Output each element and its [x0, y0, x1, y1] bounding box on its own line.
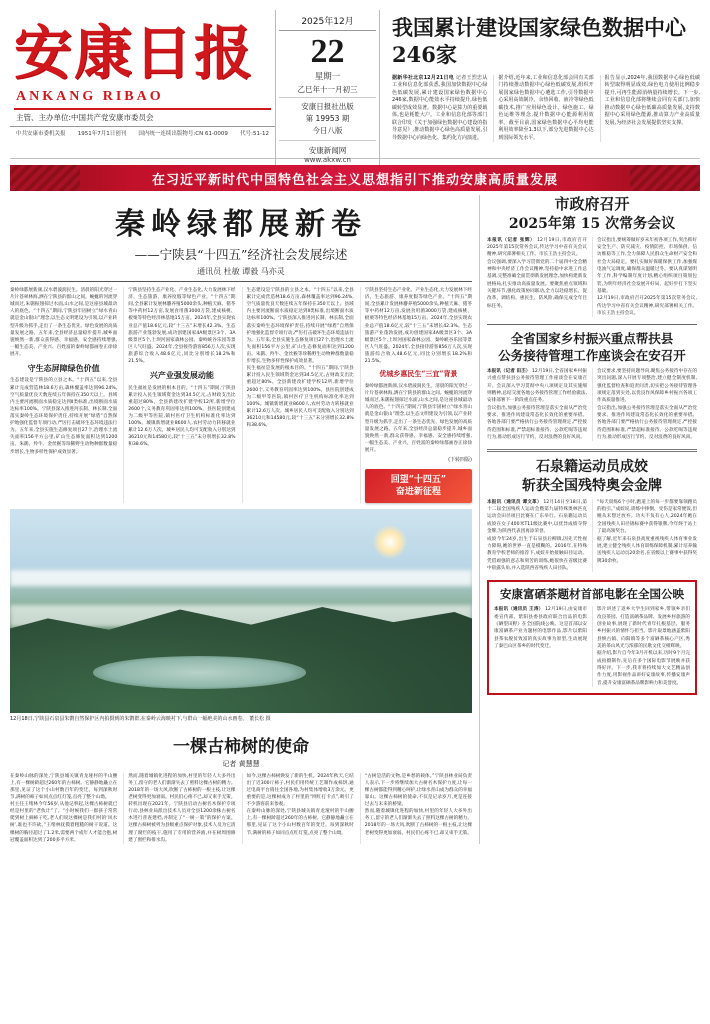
article2-paragraph: 在秦岭山脉的深处,宁陕县城关镇青龙垭村的半山腰上,有一棵树龄超过260年的古柿树。它静静地矗立在那里,见证了这个小山村数百年的变迁。每到深秋时节,满树的柿子如同点点红灯笼,点亮了整个山坳。 — [246, 809, 354, 836]
boxed-story-dateline: 本报讯（通讯员 王涛） — [494, 607, 544, 613]
article2-column — [123, 773, 235, 844]
valley-mist — [93, 656, 306, 689]
article2-paragraph: 转机出现在2021年。宁陕县启动古树名木保护专项行动,县林业局派出技术人员对全县1200余株古树名木进行普查建档,并制定了“一树一策”的保护方案。这棵古柿树被列为县级重点保护对象,技术人员为它清理了腐烂的枝干,施用了专用的营养液,并在树周围修建了围栏和排水沟。 — [128, 802, 236, 843]
story2-column — [487, 368, 587, 441]
theme-banner-text: 在习近平新时代中国特色社会主义思想指引下推动安康高质量发展 — [151, 172, 558, 188]
newspaper-sponsor: 主管、主办单位:中国共产党安康市委员会 — [16, 112, 154, 122]
boxed-story — [487, 580, 697, 695]
photo-caption-text: 12月18日,宁陕县石泉县朱鹮自然保护区内拍摄到的朱鹮群,在秦岭云海映衬下,与群山一幅绝美的山水画卷。 — [10, 716, 248, 723]
website-url[interactable]: www.akxw.cn — [304, 156, 351, 165]
story3-title-line2[interactable]: 斩获全国残特奥会金牌 — [522, 477, 662, 494]
top-story-column — [388, 75, 487, 143]
weekday: 星期一 — [314, 72, 341, 83]
article2-paragraph: 然而,随着城镇化进程的加快,村里的年轻人大多外出务工,留守的老人们渐渐失去了照料这棵古树的精力。2018年的一场大风,吹断了古柿树的一根主枝,让这棵老树变得更加衰弱。村民们心疼不已,却又束手无策。 — [364, 809, 472, 836]
dateline: 据新华社北京12月21日电 — [392, 74, 455, 81]
logo-divider — [14, 108, 271, 110]
article2-columns — [10, 773, 472, 844]
feature-paragraph: 秦岭绿都展新颜,汉水碧波润民生。清晨的阳光穿过一片片苍翠林海,洒在宁陕县的群山之间。蜿蜒的河流穿城而过,朱鹮振翅掠过水面,山水之间,是这座县城最动人的底色。“十四五”期间,宁陕县牢固树立“绿水青山就是金山银山”理念,以生态文明建设为引领,以产业转型升级为抓手,走出了一条生态优先、绿色发展的高质量发展之路。五年来,全县经济总量稳步提升,城乡面貌焕然一新,群众获得感、幸福感、安全感持续增强,一幅生态美、产业兴、百姓富的秦岭绿都画卷正徐徐展开。 — [364, 384, 472, 454]
left-column-zone — [10, 195, 472, 844]
story2-dateline: 本报讯（记者 田丕） — [487, 368, 531, 374]
story1-title-line2[interactable]: 2025年第 15 次常务会议 — [508, 215, 676, 232]
story3-dateline: 本报讯（通讯员 谭文革） — [487, 499, 542, 505]
feature-subhead: 守生态屏障绿色价值 — [27, 363, 100, 374]
newspaper-registration — [10, 126, 275, 137]
photo-credit: 董长松 摄 — [249, 716, 271, 723]
founded-date: 1951年7月1日创刊 — [77, 130, 127, 137]
photo-caption — [10, 716, 472, 724]
photo-block — [10, 509, 472, 724]
story1-paragraph: 会议强调,要深入学习贯彻党的二十届四中全会精神和中央经济工作会议精神,坚持稳中求进工作总基调,完整准确全面贯彻新发展理念,加快构建新发展格局,扎实推动高质量发展。要聚焦重点领域和关键环节,强化政策协同联动,全力以赴稳增长、促改革、调结构、惠民生、防风险,确保完成全年目标任务。 — [487, 259, 587, 309]
story3-paragraph: 成姣今年24岁,出生于石泉县后柳镇,因先天性视力障碍,她的世界一直是模糊的。2016年,在特殊教育学校老师的推荐下,成姣开始接触田径运动。凭借顽强的意志和刻苦的训练,她很快在省级比赛中崭露头角,并入选陕西省残疾人田径队。 — [487, 536, 587, 571]
landscape-photo — [10, 509, 472, 713]
top-story-column — [600, 75, 700, 143]
newspaper-title: 安康日报 — [14, 19, 255, 87]
story1-column — [592, 237, 697, 318]
continued-note: (下转四版) — [448, 457, 472, 464]
newspaper-logo — [10, 6, 275, 137]
right-divider-2 — [487, 449, 697, 452]
right-column-zone — [479, 195, 697, 844]
date-block — [275, 10, 380, 168]
story3-column — [592, 499, 697, 572]
story2-column — [592, 368, 697, 441]
boxed-story-column — [494, 606, 587, 687]
boxed-story-paragraph: 影片讲述了返乡大学生回到家乡,带领乡亲们改良茶园、打造富硒茶品牌、发展乡村旅游的创业故事,展现了新时代青年扎根基层、服务乡村振兴的情怀与担当。影片取景地涵盖紫阳县焕古镇、向阳镇等多个富硒茶核心产区,秀美的茶山风光与浓郁的民歌文化交相辉映。 — [597, 607, 690, 649]
boxed-story-paragraph: 12月19日,由安康市委宣传部、紫阳县委县政府联合出品的电影《硒望田野》在全国院线公映。这是首部以安康富硒茶产业为题材的电影作品,影片以紫阳县茶农脱贫致富的真实故事为原型,生动展现了秦巴山区茶乡的时代变迁。 — [494, 607, 587, 649]
feature-subhead: 兴产业强发展动能 — [149, 370, 214, 381]
party-organ-label: 中共安康市委机关报 — [16, 130, 66, 137]
story2-paragraph: 会议指出,加强公务接待管理是落实全面从严治党要求、推进作风建设常态化长效化的重要举措。各地各部门要严格执行公务接待管理规定,严控接待范围和标准,严禁超标准接待、公款吃喝等违规行为,推动形成厉行节约、反对浪费的良好风尚。 — [487, 405, 587, 441]
top-story — [380, 6, 700, 142]
feature-paragraph: 民生福祉是发展的根本目的。“十四五”期间,宁陕县累计投入民生领域资金达到34.5亿元,占财政支出比重超过80%。全县新建改扩建学校12所,新增学位2600个,义务教育巩固率达到100%。县医院创建成为二级甲等医院,镇村医疗卫生机构标准化率达到100%。城镇新增就业8600人,农村劳动力转移就业累计12.6万人次。城乡居民人均可支配收入分别达到36210元和14580元,较“十三五”末分别增长32.8%和38.6%。 — [246, 366, 354, 429]
sun-glow — [373, 525, 407, 559]
top-story-columns — [388, 75, 700, 143]
lunar-date: 乙巳年十一月初三 — [279, 84, 376, 98]
article2-column — [10, 773, 117, 844]
feature-column — [360, 287, 472, 503]
story3-title-line1[interactable]: 石泉籍运动员成姣 — [536, 459, 648, 476]
feature-title[interactable]: 秦岭绿都展新卷 — [115, 207, 367, 242]
feature-paragraph: 生态建设是宁陕县的立县之本。“十四五”以来,全县累计完成营造林18.6万亩,森林覆盖率达到96.24%,空气质量优良天数连续五年保持在350天以上。县域内主要河流断面水质稳定达到Ⅱ类标准,出境断面水质达标率100%。宁陕县深入推进河长制、林长制,全面落实秦岭生态环境保护责任,持续开展“绿盾”自然保护地强化监督专项行动,严厉打击破坏生态环境违法行为。五年来,全县实施生态修复项目27个,治理水土流失面积156平方公里,矿山生态修复面积达到1200亩。朱鹮、羚牛、金丝猴等珍稀野生动物种群数量稳步增长,生物多样性保护成效显著。 — [10, 378, 118, 455]
issue-number: 第 19953 期 — [305, 114, 350, 124]
right-story-2 — [487, 331, 697, 441]
feature-paragraph: 宁陕县坚持生态产业化、产业生态化,大力发展林下经济、生态旅游、康养度假等绿色产业。“十四五”期间,全县累计发展林麝养殖5000余头,种植天麻、猪苓等中药材12万亩,发展食用菌3000万袋,建成核桃、板栗等特色经济林基地15万亩。2024年,全县实现农业总产值18.6亿元,较“十三五”末增长42.3%。生态旅游产业蓬勃发展,成功创建国家4A级景区3个、3A级景区5个,上坝河国家森林公园、秦岭峡谷乐园等景区人气旺盛。2024年,全县接待游客856万人次,实现旅游综合收入48.6亿元,同比分别增长18.2%和21.5%。 — [364, 288, 472, 365]
content-grid — [10, 195, 700, 844]
right-story-1 — [487, 195, 697, 317]
top-story-text: 报告显示,2024年,我国数据中心绿色低碳转型取得明显成效,绿色电力使用比例稳步提升,可再生能源消纳量持续增长。下一步,工业和信息化部将继续会同有关部门,加快推动数据中心绿色低碳高质量发展,支持数据中心采用绿色能源,推动算力产业高质量发展,为经济社会发展提供坚实支撑。 — [604, 74, 700, 126]
boxed-story-paragraph: 据介绍,影片自今年3月开机以来,历时9个月完成拍摄制作,先后在多个国际电影节展映并获得好评。下一步,我市将持续加大文艺精品创作力度,用影视作品讲好安康故事,传播安康声音,提升安康富硒茶品牌影响力和美誉度。 — [597, 651, 690, 686]
top-story-column — [493, 75, 593, 143]
story1-paragraph: 12月19日,市政府召开2025年第15次常务会议,传达学习中省有关会议精神,研究部署相关工作。市长王浩主持会议。 — [597, 296, 697, 317]
cloud-band — [10, 570, 472, 586]
feature-subhead-highlight: 优城乡惠民生“三宜”背景 — [379, 369, 458, 379]
feature-column — [10, 287, 117, 503]
article2-paragraph: 村主任王绪林今年56岁,从他记事起,这棵古柿树就已经是村里的“老伙计”了。“小时候我们一群孩子常常爬到树上摘柿子吃,老人们说这棵树是我们村的‘风水树’,谁也不许砍。”王绪林抚摸着粗糙的树干说道。这棵树的胸径超过了1.2米,需要两个成年人才能合抱,树冠覆盖面积达到了200多平方米。 — [10, 802, 118, 843]
article2-title[interactable]: 一棵古柿树的使命 — [173, 736, 309, 757]
feature-paragraph: 宁陕县坚持生态产业化、产业生态化,大力发展林下经济、生态旅游、康养度假等绿色产业。“十四五”期间,全县累计发展林麝养殖5000余头,种植天麻、猪苓等中药材12万亩,发展食用菌3000万袋,建成核桃、板栗等特色经济林基地15万亩。2024年,全县实现农业总产值18.6亿元,较“十三五”末增长42.3%。生态旅游产业蓬勃发展,成功创建国家4A级景区3个、3A级景区5个,上坝河国家森林公园、秦岭峡谷乐园等景区人气旺盛。2024年,全县接待游客856万人次,实现旅游综合收入48.6亿元,同比分别增长18.2%和21.5%。 — [128, 288, 236, 365]
story3-columns — [487, 499, 697, 572]
article2-byline: 记者 黄慧慧 — [222, 759, 260, 768]
story1-title-line1[interactable]: 市政府召开 — [554, 195, 630, 213]
story1-paragraph: 会议指出,要统筹做好岁末年初各项工作,突出抓好安全生产、防灾减灾、疫情防控、市场保供、信访维稳等工作,全力保障人民群众生命财产安全和社会大局稳定。要扎实做好保暖保供工作,加强煤电油气运调度,确保群众温暖过冬。要认真谋划明年工作,科学编制年度计划,精心组织项目策划包装,为明年经济社会发展开好局、起好步打下坚实基础。 — [597, 237, 697, 295]
story1-dateline: 本报讯（记者 张辉） — [487, 237, 536, 243]
boxed-story-column — [592, 606, 690, 687]
news-agency: 安康新闻网 — [308, 146, 347, 156]
gregorian-date: 2025年12月 — [279, 14, 376, 31]
story1-column — [487, 237, 587, 318]
right-story-3 — [487, 458, 697, 572]
feature-paragraph: 秦岭绿都展新颜,汉水碧波润民生。清晨的阳光穿过一片片苍翠林海,洒在宁陕县的群山之间。蜿蜒的河流穿城而过,朱鹮振翅掠过水面,山水之间,是这座县城最动人的底色。“十四五”期间,宁陕县牢固树立“绿水青山就是金山银山”理念,以生态文明建设为引领,以产业转型升级为抓手,走出了一条生态优先、绿色发展的高质量发展之路。五年来,全县经济总量稳步提升,城乡面貌焕然一新,群众获得感、幸福感、安全感持续增强,一幅生态美、产业兴、百姓富的秦岭绿都画卷正徐徐展开。 — [10, 288, 118, 357]
page-count: 今日八版 — [279, 125, 376, 141]
masthead — [10, 6, 700, 165]
story3-paragraph: 12月14日至18日,第十二届全国残疾人运动会暨第九届特殊奥林匹克运动会田径项目比赛在广东举行。石泉籍运动员成姣在女子400米T11级比赛中,以优异成绩夺得金牌,为陕西代表团再添荣誉。 — [487, 499, 587, 535]
day-number: 22 — [310, 33, 345, 70]
article2-paragraph: 然而,随着城镇化进程的加快,村里的年轻人大多外出务工,留守的老人们渐渐失去了照料这棵古树的精力。2018年的一场大风,吹断了古柿树的一根主枝,让这棵老树变得更加衰弱。村民们心疼不已,却又束手无策。 — [128, 773, 236, 800]
theme-banner — [10, 165, 700, 191]
top-story-text: 记者王烈忠从工业和信息化部获悉,我国加快数据中心绿色低碳发展,累计建设国家绿色数据中心246家,数据中心能效水平持续提升,绿色低碳转型成效显著。数据中心是算力的重要载体,也是耗能大户。工业和信息化部等部门联合印发《关于加强绿色数据中心建设的指导意见》,推动数据中心绿色高质量发展,引导数据中心向绿色化、集约化方向演进。 — [392, 74, 488, 141]
story3-paragraph: “每天训练6个小时,跑道上的每一步都要靠领跑员的指引。”成姣说,训练中摔倒、受伤是家常便饭,但她从未想过放弃。功夫不负有心人,2024年她在全国残疾人田径锦标赛中获得银牌,今年终于站上了最高领奖台。 — [597, 499, 697, 535]
feature-column — [123, 287, 235, 503]
story2-title-line1[interactable]: 全省国家乡村振兴重点帮扶县 — [510, 331, 674, 347]
story1-columns — [487, 237, 697, 318]
article2-paragraph: 如今,这棵古柿树焕发了新的生机。2024年秋天,它结出了近300斤柿子,村民们用传统工艺制作成柿饼,通过电商平台销往全国各地,为村集体增收3万余元。更重要的是,这棵树成为了村里的“网红打卡点”,吸引了不少游客前来参观。 — [246, 773, 354, 808]
article2-column — [360, 773, 472, 844]
story3-column — [487, 499, 587, 572]
story2-columns — [487, 368, 697, 441]
feature-subtitle: ——宁陕县“十四五”经济社会发展综述 — [134, 247, 348, 262]
newspaper-pinyin: ANKANG RIBAO — [16, 88, 164, 104]
article2-paragraph: 在秦岭山脉的深处,宁陕县城关镇青龙垭村的半山腰上,有一棵树龄超过260年的古柿树。它静静地矗立在那里,见证了这个小山村数百年的变迁。每到深秋时节,满树的柿子如同点点红灯笼,点亮了整个山坳。 — [10, 773, 118, 800]
feature-paragraph: 生态建设是宁陕县的立县之本。“十四五”以来,全县累计完成营造林18.6万亩,森林覆盖率达到96.24%,空气质量优良天数连续五年保持在350天以上。县域内主要河流断面水质稳定达到Ⅱ类标准,出境断面水质达标率100%。宁陕县深入推进河长制、林长制,全面落实秦岭生态环境保护责任,持续开展“绿盾”自然保护地强化监督专项行动,严厉打击破坏生态环境违法行为。五年来,全县实施生态修复项目27个,治理水土流失面积156平方公里,矿山生态修复面积达到1200亩。朱鹮、羚牛、金丝猴等珍稀野生动物种群数量稳步增长,生物多样性保护成效显著。 — [246, 288, 354, 365]
boxed-story-columns — [494, 606, 690, 687]
story2-paragraph: 会议要求,要坚持问题导向,聚焦公务接待中存在的突出问题,深入开展专项整治,建立健全制度机制,强化监督检查和追责问责,切实把公务接待管理各项规定落到实处,以优良作风保障乡村振兴各项工作高质量推进。 — [597, 368, 697, 404]
feature-paragraph: 民生福祉是发展的根本目的。“十四五”期间,宁陕县累计投入民生领域资金达到34.5亿元,占财政支出比重超过80%。全县新建改扩建学校12所,新增学位2600个,义务教育巩固率达到100%。县医院创建成为二级甲等医院,镇村医疗卫生机构标准化率达到100%。城镇新增就业8600人,农村劳动力转移就业累计12.6万人次。城乡居民人均可支配收入分别达到36210元和14580元,较“十三五”末分别增长32.8%和38.6%。 — [128, 385, 236, 448]
top-story-text: 据介绍,近年来,工业和信息化部会同有关部门持续推动数据中心绿色低碳发展,组织开展国家绿色数据中心遴选工作,引导数据中心采用高效制冷、余热回收、液冷等绿色低碳技术,推广应用绿色设计、绿色施工、绿色运维等理念,提升数据中心能源利用效率。截至目前,国家绿色数据中心平均电能利用效率降至1.3以下,部分先进数据中心达到国际领先水平。 — [498, 74, 594, 141]
campaign-seal[interactable]: 回望“十四五” 奋进新征程 — [365, 469, 472, 503]
story1-paragraph: 12月19日,市政府召开2025年第15次常务会议,传达学习中省有关会议精神,研究部署相关工作。市长王浩主持会议。 — [487, 237, 587, 258]
feature-divider — [10, 281, 472, 282]
story3-paragraph: 据了解,近年来石泉县高度重视残疾人体育事业发展,建立健全残疾人体育训练保障机制,累计培养输送残疾人运动员20余名,在省级以上赛事中获得奖牌30余枚。 — [597, 536, 697, 564]
right-divider-1 — [487, 324, 697, 325]
boxed-story-title[interactable]: 安康富硒茶题材首部电影在全国公映 — [500, 587, 684, 602]
feature-byline: 通讯员 杜敏 谭毅 马亦灵 — [197, 267, 285, 276]
publisher: 安康日报社出版 — [301, 102, 354, 112]
story2-paragraph: 会议指出,加强公务接待管理是落实全面从严治党要求、推进作风建设常态化长效化的重要举措。各地各部门要严格执行公务接待管理规定,严控接待范围和标准,严禁超标准接待、公款吃喝等违规行为,推动形成厉行节约、反对浪费的良好风尚。 — [597, 405, 697, 441]
postal-code: 代号:51-12 — [240, 130, 269, 137]
domestic-code: 国内统一连续出版物号:CN 61-0009 — [138, 130, 228, 137]
feature-column — [242, 287, 354, 503]
article2-paragraph: “古树是活的文物,是乡愁的载体。”宁陕县林业局负责人表示,下一步将继续加大古树名木保护力度,让每一棵古树都能得到精心呵护,让绿水青山成为群众的幸福靠山。这棵古柿树的使命,不仅是记录岁月,更是连接过去与未来的桥梁。 — [364, 773, 472, 808]
feature-columns — [10, 287, 472, 503]
story2-title-line2[interactable]: 公务接待管理工作座谈会在安召开 — [498, 347, 686, 363]
story2-paragraph: 12月19日,全省国家乡村振兴重点帮扶县公务接待管理工作座谈会在安康召开。会议深入学习贯彻中央八项规定及其实施细则精神,总结交流各地公务接待管理工作经验做法,安排部署下一阶段重点任务。 — [487, 368, 587, 404]
top-story-headline[interactable]: 我国累计建设国家绿色数据中心246家 — [392, 15, 686, 68]
article2-column — [242, 773, 354, 844]
